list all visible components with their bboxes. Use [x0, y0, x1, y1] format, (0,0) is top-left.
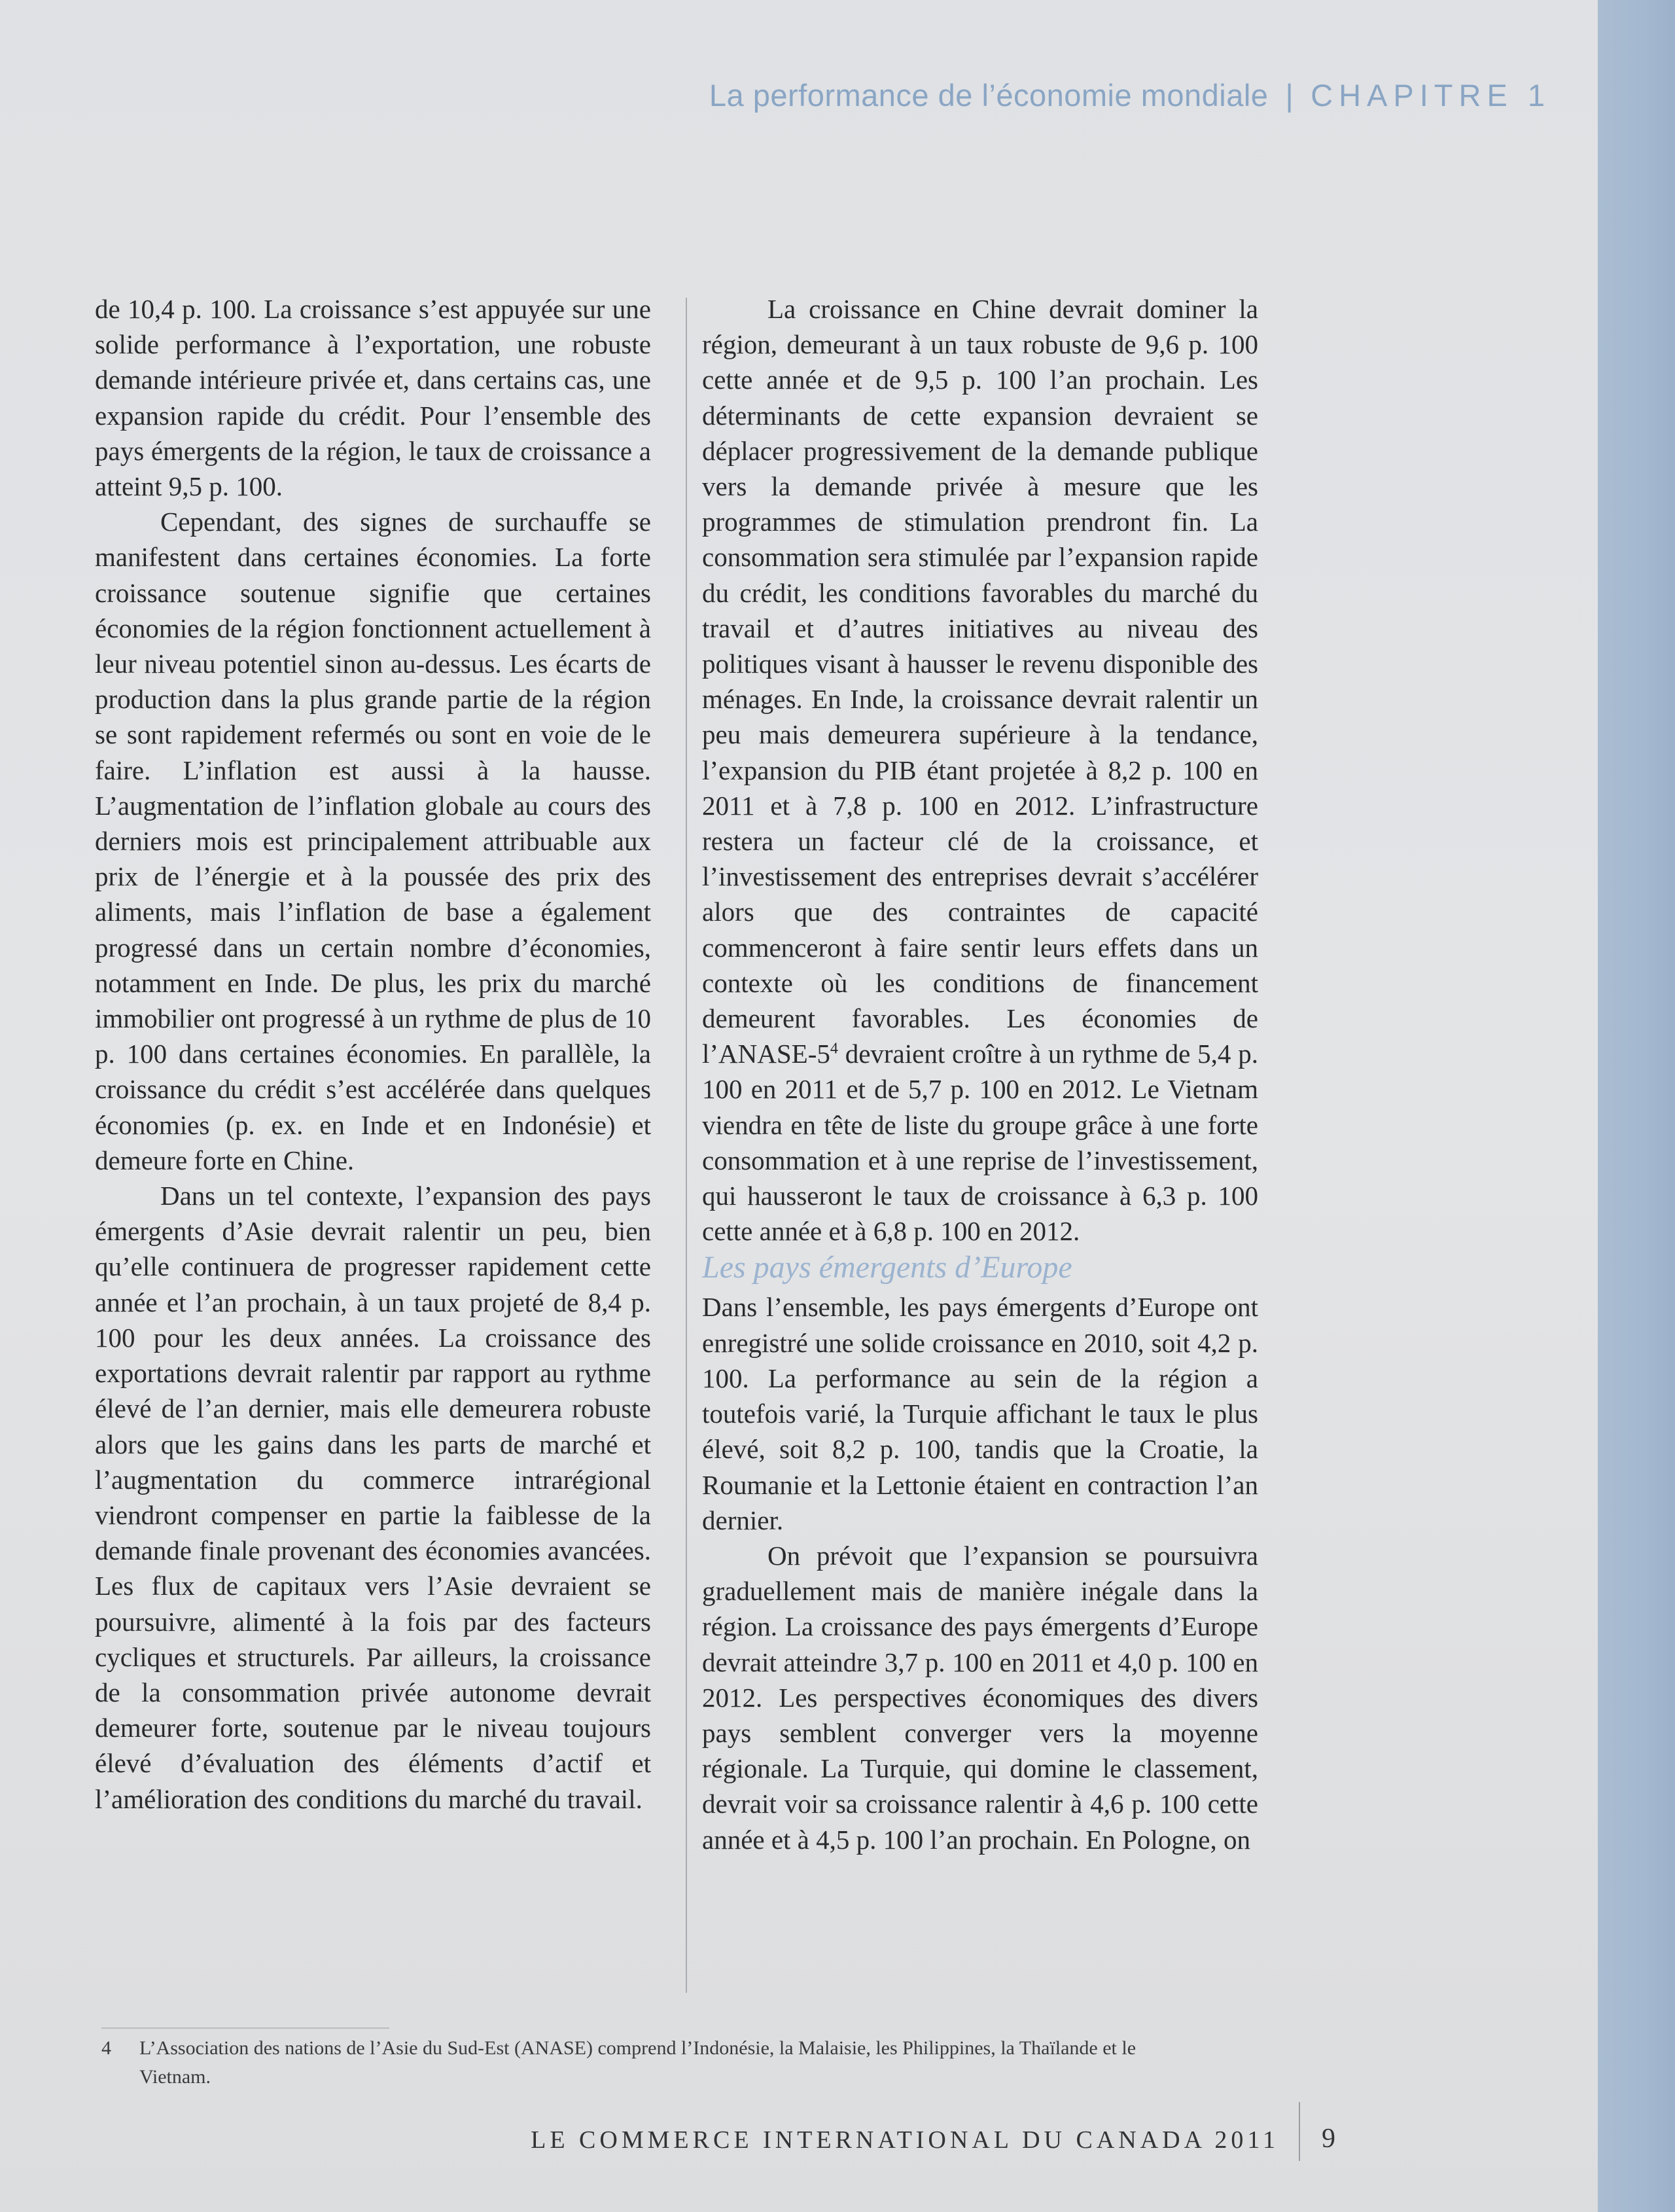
paragraph: Dans un tel contexte, l’expansion des pays émergents d’Asie devrait ralentir un peu, bien qu’elle continuera de progresser rapidement cette année et l’an prochain, à un taux projeté de 8,4 p. 100 pour les deux années. La croissance des exportations devrait ralentir par rapport au rythme élevé de l’an dernier, mais elle demeurera robuste alors que les gains dans les parts de marché et l’augmentation du commerce intrarégional viendront compenser en partie la faiblesse de la demande finale provenant des économies avancées. Les flux de capitaux vers l’Asie devraient se poursuivre, alimenté à la fois par des facteurs cycliques et structurels. Par ailleurs, la croissance de la consommation privée autonome devrait demeurer forte, soutenue par le niveau toujours élevé d’évaluation des éléments d’actif et l’amélioration des conditions du marché du travail.: [95, 1181, 651, 1814]
section-heading: Les pays émergents d’Europe: [702, 1250, 1072, 1285]
column-divider: [686, 298, 687, 1993]
footer-rule: [1299, 2102, 1300, 2161]
header-separator: |: [1285, 78, 1294, 113]
footnote-rule: [101, 2027, 389, 2029]
chapter-label: CHAPITRE 1: [1311, 78, 1551, 113]
footnote-reference[interactable]: 4: [830, 1040, 838, 1058]
paragraph: Dans l’ensemble, les pays émergents d’Europe ont enregistré une solide croissance en 2010, soit 4,2 p. 100. La performance au sein de la région a toutefois varié, la Turquie affichant le taux le plus élevé, soit 8,2 p. 100, tandis que la Croatie, la Roumanie et la Lettonie étaient en contraction l’an dernier.: [702, 1292, 1258, 1535]
running-title: La performance de l’économie mondiale: [709, 78, 1269, 113]
footnote-text: L’Association des nations de l’Asie du Sud-Est (ANASE) comprend l’Indonésie, la Malaisie, les Philippines, la Thaïlande et le: [139, 2037, 1137, 2059]
left-column: [95, 291, 651, 1817]
paragraph-text: La croissance en Chine devrait dominer la région, demeurant à un taux robuste de 9,6 p. 100 cette année et de 9,5 p. 100 l’an prochain. Les déterminants de cette expansion devraient se déplacer progressivement de la demande publique vers la demande privée à mesure que les programmes de stimulation prendront fin. La consommation sera stimulée par l’expansion rapide du crédit, les conditions favorables du marché du travail et d’autres initiatives au niveau des politiques visant à hausser le revenu disponible des ménages. En Inde, la croissance devrait ralentir un peu mais demeurera supérieure à la tendance, l’expansion du PIB étant projetée à 8,2 p. 100 en 2011 et à 7,8 p. 100 en 2012. L’infrastructure restera un facteur clé de la croissance, et l’investissement des entreprises devrait s’accélérer alors que des contraintes de capacité commenceront à faire sentir leurs effets dans un contexte où les conditions de financement demeurent favorables. Les économies de l’ANASE-5: [702, 294, 1258, 1069]
footer-publication-title: LE COMMERCE INTERNATIONAL DU CANADA 2011: [531, 2126, 1279, 2154]
paragraph: [702, 291, 1258, 1249]
paragraph-text: devraient croître à un rythme de 5,4 p. 100 en 2011 et de 5,7 p. 100 en 2012. Le Vietnam viendra en tête de liste du groupe grâce à une forte consommation et à une reprise de l’investissement, qui hausseront le taux de croissance à 6,3 p. 100 cette année et à 6,8 p. 100 en 2012.: [702, 1039, 1258, 1247]
paragraph: On prévoit que l’expansion se poursuivra graduellement mais de manière inégale dans la région. La croissance des pays émergents d’Europe devrait atteindre 3,7 p. 100 en 2011 et 4,0 p. 100 en 2012. Les perspectives économiques des divers pays semblent converger vers la moyenne régionale. La Turquie, qui domine le classement, devrait voir sa croissance ralentir à 4,6 p. 100 cette année et à 4,5 p. 100 l’an prochain. En Pologne, on: [702, 1540, 1258, 1855]
paragraph: Cependant, des signes de surchauffe se manifestent dans certaines économies. La forte croissance soutenue signifie que certaines économies de la région fonctionnent actuellement à leur niveau potentiel sinon au-dessus. Les écarts de production dans la plus grande partie de la région se sont rapidement refermés ou sont en voie de le faire. L’inflation est aussi à la hausse. L’augmentation de l’inflation globale au cours des derniers mois est principalement attribuable aux prix de l’énergie et à la poussée des prix des aliments, mais l’inflation de base a également progressé dans un certain nombre d’économies, notamment en Inde. De plus, les prix du marché immobilier ont progressé à un rythme de plus de 10 p. 100 dans certaines économies. En parallèle, la croissance du crédit s’est accélérée dans quelques économies (p. ex. en Inde et en Indonésie) et demeure forte en Chine.: [95, 507, 651, 1175]
page-number: 9: [1322, 2124, 1335, 2154]
footnote: [101, 2034, 1273, 2092]
right-column: [702, 291, 1258, 1857]
running-header: [0, 77, 1551, 113]
paragraph: de 10,4 p. 100. La croissance s’est appuyée sur une solide performance à l’exportation, une robuste demande intérieure privée et, dans certains cas, une expansion rapide du crédit. Pour l’ensemble des pays émergents de la région, le taux de croissance a atteint 9,5 p. 100.: [95, 294, 651, 502]
footnote-number: 4: [101, 2037, 111, 2059]
footnote-text-continued: Vietnam.: [139, 2066, 211, 2088]
page-edge-strip: [1598, 0, 1675, 2212]
